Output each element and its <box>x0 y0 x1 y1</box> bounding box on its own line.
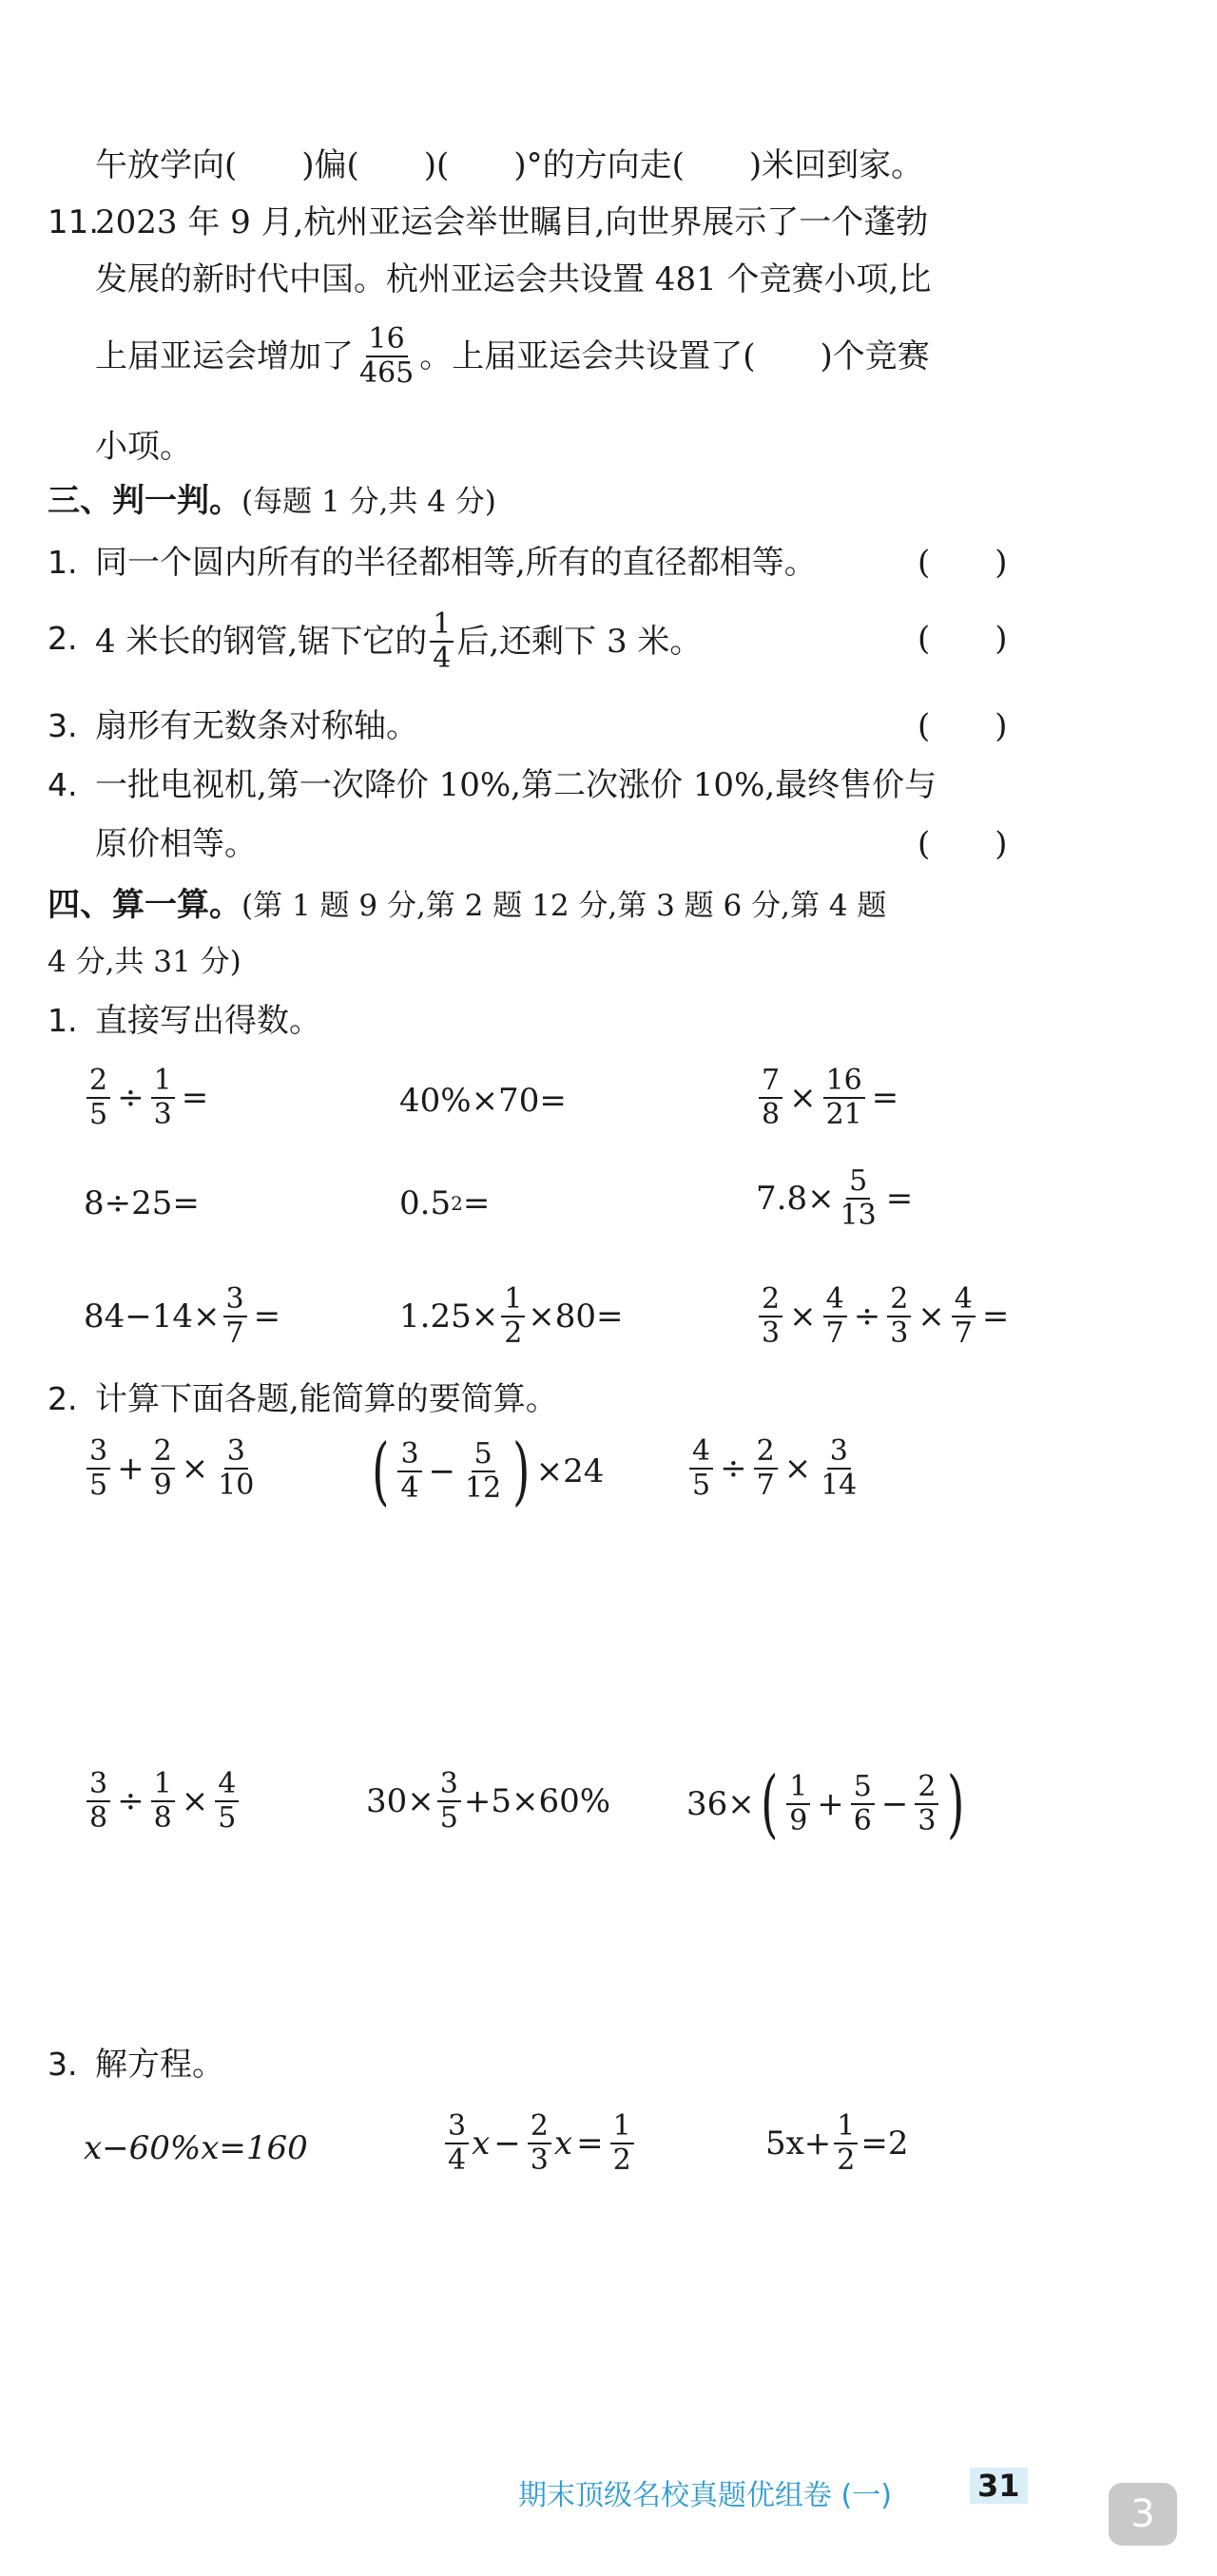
expr-0-5-squared: 0.5 2 = <box>399 1184 491 1222</box>
expr-7-8-times-5-13: 7.8× $\frac{5}{13}$ = <box>756 1164 914 1232</box>
judge-item-2-number: 2. <box>48 620 78 657</box>
expr-7-8-times-16-21: $\frac{7}{8}$ × $\frac{16}{21}$ = <box>756 1065 902 1131</box>
q11-line3-pre: 上届亚运会增加了 <box>95 337 354 375</box>
section4-note: (第 1 题 9 分,第 2 题 12 分,第 3 题 6 分,第 4 题 <box>241 889 887 923</box>
judge-item-4-answer-blank[interactable]: ( ) <box>918 825 1008 863</box>
judge-item-2 <box>0 607 1217 684</box>
judge-item-1-number: 1. <box>48 544 78 581</box>
q11-line1: 2023 年 9 月,杭州亚运会举世瞩目,向世界展示了一个蓬勃 <box>95 203 929 241</box>
judge-item-3-number: 3. <box>48 707 78 744</box>
expr-40pct-times-70: 40%×70= <box>399 1082 567 1120</box>
judge-item-2-answer-blank[interactable]: ( ) <box>918 620 1008 658</box>
calc-q3-text: 解方程。 <box>95 2046 224 2084</box>
q11-fraction: $\frac{16}{465}$ <box>359 322 415 390</box>
calc-q2-text: 计算下面各题,能简算的要简算。 <box>95 1380 558 1418</box>
equation-3: 5x+ $\frac{1}{2}$ =2 <box>765 2109 909 2177</box>
q11-number: 11. <box>48 203 100 241</box>
page-badge[interactable]: 3 <box>1109 2483 1177 2546</box>
section3-heading <box>48 480 496 523</box>
section4-heading <box>48 884 886 927</box>
simplify-expr-3: $\frac{4}{5}$ ÷ $\frac{2}{7}$ × $\frac{3}{14}$ <box>686 1435 862 1502</box>
q11-line2: 发展的新时代中国。杭州亚运会共设置 481 个竞赛小项,比 <box>95 260 932 298</box>
q11-line3-post: 。上届亚运会共设置了( )个竞赛 <box>419 337 930 375</box>
q10-continuation: 午放学向( )偏( )( )°的方向走( )米回到家。 <box>95 146 924 184</box>
simplify-expr-6: 36× ( $\frac{1}{9}$ + $\frac{5}{6}$ − $\frac{2}{3}$ ) <box>686 1761 965 1847</box>
judge-item-4-number: 4. <box>48 766 78 803</box>
simplify-expr-5: 30× $\frac{3}{5}$ +5×60% <box>366 1767 611 1835</box>
section3-title: 三、判一判。 <box>48 482 241 520</box>
expr-fraction-chain: $\frac{2}{3}$ × $\frac{4}{7}$ ÷ $\frac{2}{3}$ × $\frac{4}{7}$ = <box>756 1283 1013 1350</box>
calc-q1-text: 直接写出得数。 <box>95 1002 321 1040</box>
footer-title: 期末顶级名校真题优组卷 (一) <box>518 2479 892 2512</box>
simplify-expr-4: $\frac{3}{8}$ ÷ $\frac{1}{8}$ × $\frac{4}{5}$ <box>84 1768 241 1835</box>
expr-1-25-times-half-times-80: 1.25× $\frac{1}{2}$ ×80= <box>399 1282 624 1350</box>
page-number: 31 <box>970 2468 1028 2504</box>
section4-note-line2: 4 分,共 31 分) <box>48 945 241 979</box>
calc-q2-number: 2. <box>48 1380 78 1417</box>
equation-1: x−60%x=160 <box>84 2129 308 2167</box>
simplify-expr-2: ( $\frac{3}{4}$ − $\frac{5}{12}$ ) ×24 <box>372 1429 605 1514</box>
calc-q3-number: 3. <box>48 2046 78 2083</box>
simplify-expr-1: $\frac{3}{5}$ + $\frac{2}{9}$ × $\frac{3}{10}$ <box>84 1435 260 1502</box>
calc-q1-number: 1. <box>48 1002 78 1039</box>
judge-item-1-text: 同一个圆内所有的半径都相等,所有的直径都相等。 <box>95 544 817 582</box>
judge-item-4-text2: 原价相等。 <box>95 825 257 863</box>
q11-line3 <box>95 323 930 390</box>
section3-note: (每题 1 分,共 4 分) <box>241 485 496 519</box>
expr-8-div-25: 8÷25= <box>84 1184 200 1222</box>
q11-line4: 小项。 <box>95 428 192 466</box>
judge-item-2-text: 4 米长的钢管,锯下它的 $\frac{1}{4}$ 后,还剩下 3 米。 <box>95 607 703 675</box>
judge-item-4-text: 一批电视机,第一次降价 10%,第二次涨价 10%,最终售价与 <box>95 766 937 804</box>
section4-title: 四、算一算。 <box>48 886 241 924</box>
judge-item-3-answer-blank[interactable]: ( ) <box>918 707 1008 745</box>
expr-84-minus-14-times-3-7: 84−14× $\frac{3}{7}$ = <box>84 1282 281 1350</box>
equation-2: $\frac{3}{4}$ x − $\frac{2}{3}$ x = $\frac{1}{2}$ <box>442 2110 637 2177</box>
judge-item-3-text: 扇形有无数条对称轴。 <box>95 707 418 745</box>
judge-item-1-answer-blank[interactable]: ( ) <box>918 544 1008 582</box>
expr-2-5-div-1-3: $\frac{2}{5}$ ÷ $\frac{1}{3}$ = <box>84 1065 212 1131</box>
